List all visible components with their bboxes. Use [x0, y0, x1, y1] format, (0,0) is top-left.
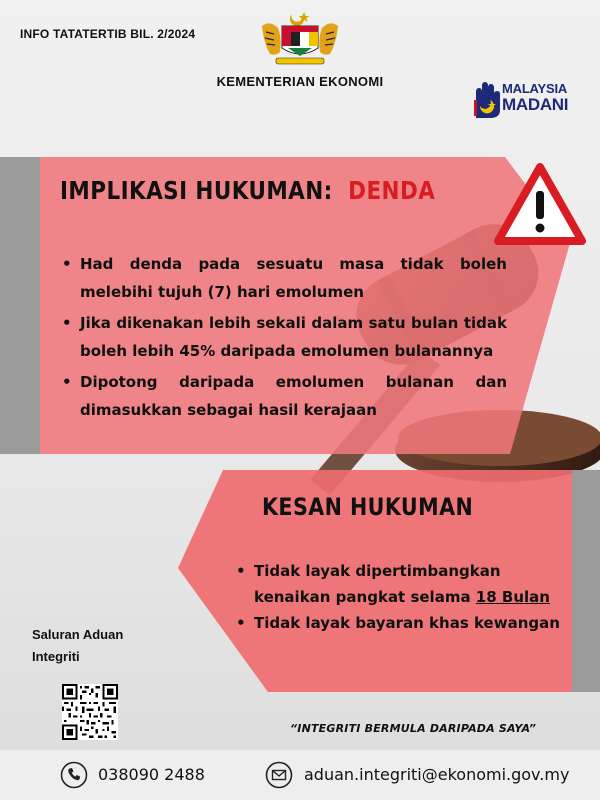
mail-icon [265, 761, 293, 789]
aduan-label [32, 624, 152, 668]
phone-number[interactable]: 038090 2488 [98, 765, 205, 784]
denda-title [60, 176, 435, 205]
side-bar-right [572, 470, 600, 692]
madani-logo-icon [472, 80, 502, 120]
kesan-bullet-text: Tidak layak dipertimbangkan kenaikan pangkat selama [254, 562, 501, 606]
kesan-bullet: • Tidak layak bayaran khas kewangan [236, 610, 566, 636]
madani-line2: MADANI [502, 95, 569, 114]
email-address[interactable]: aduan.integriti@ekonomi.gov.my [304, 765, 570, 784]
kesan-bullet-underline: 18 Bulan [475, 588, 550, 606]
ministry-name: KEMENTERIAN EKONOMI [216, 74, 384, 89]
denda-bullet: • Dipotong daripada emolumen bulanan dan dimasukkan sebagai hasil kerajaan [62, 368, 507, 424]
denda-bullet: • Jika dikenakan lebih sekali dalam satu bulan tidak boleh lebih 45% daripada emolumen bulanannya [62, 309, 507, 365]
info-title: INFO TATATERTIB BIL. 2/2024 [20, 27, 196, 41]
aduan-line2: Integriti [32, 649, 80, 664]
motto-text: “INTEGRITI BERMULA DARIPADA SAYA” [290, 722, 537, 735]
madani-line1: MALAYSIA [502, 81, 568, 96]
coat-of-arms-icon [258, 8, 342, 68]
denda-title-highlight: DENDA [348, 176, 436, 205]
kesan-bullet-list [236, 558, 566, 636]
denda-bullet: • Had denda pada sesuatu masa tidak boleh melebihi tujuh (7) hari emolumen [62, 250, 507, 306]
qr-code-icon[interactable] [62, 684, 118, 740]
side-bar-left [0, 157, 40, 454]
kesan-bullet [236, 558, 566, 610]
denda-title-prefix: IMPLIKASI HUKUMAN: [60, 176, 333, 205]
kesan-title: KESAN HUKUMAN [262, 493, 474, 521]
aduan-line1: Saluran Aduan [32, 627, 124, 642]
phone-icon [60, 761, 88, 789]
denda-bullet-list [62, 250, 507, 427]
warning-icon [494, 163, 586, 245]
madani-logo [472, 78, 592, 126]
